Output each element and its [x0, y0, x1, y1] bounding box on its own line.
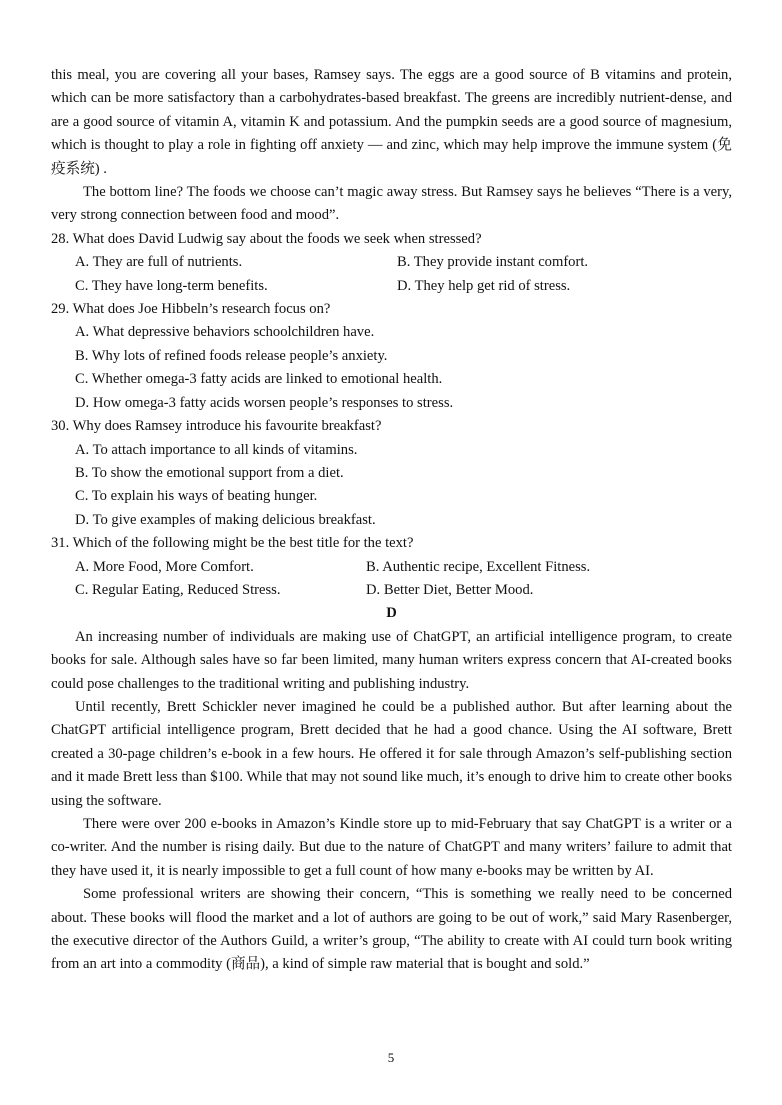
option-b[interactable]: B. To show the emotional support from a diet.: [75, 464, 344, 481]
option-a[interactable]: A. They are full of nutrients.: [75, 254, 243, 271]
passage-c-paragraph: The bottom line? The foods we choose can’t magic away stress. But Ramsey says he believes “There is a very, very strong connection between food and mood”.: [51, 184, 732, 224]
option-c[interactable]: C. To explain his ways of beating hunger.: [75, 488, 318, 505]
option-a[interactable]: A. To attach importance to all kinds of vitamins.: [75, 441, 358, 458]
option-d[interactable]: D. How omega-3 fatty acids worsen people’s responses to stress.: [75, 394, 454, 411]
option-b[interactable]: B. Why lots of refined foods release people’s anxiety.: [75, 347, 388, 364]
option-b[interactable]: B. Authentic recipe, Excellent Fitness.: [366, 558, 591, 575]
section-d-paragraph: Until recently, Brett Schickler never imagined he could be a published author. But after learning about the ChatGPT artificial intelligence program, Brett decided that he had a good chance. Using the AI software, Brett created a 30-page children’s e-book in a few hours. He offered it for sale through Amazon’s self-publishing section and it made Brett less than $100. While that may not sound like much, it’s enough to drive him to create other books using the software.: [51, 698, 732, 809]
section-d-paragraph: An increasing number of individuals are making use of ChatGPT, an artificial intelligence program, to create books for sale. Although sales have so far been limited, many human writers express concern that AI-created books could pose challenges to the traditional writing and publishing industry.: [51, 628, 732, 692]
option-a[interactable]: A. More Food, More Comfort.: [75, 558, 254, 575]
question-31: [51, 532, 732, 602]
question-stem: 31. Which of the following might be the best title for the text?: [51, 535, 414, 552]
question-stem: 30. Why does Ramsey introduce his favourite breakfast?: [51, 418, 382, 435]
question-29: [51, 298, 732, 415]
page-number: 5: [387, 1050, 395, 1065]
section-d-paragraph: Some professional writers are showing their concern, “This is something we really need to be concerned about. These books will flood the market and a lot of authors are going to be out of work,” said Mary Rasenberger, the executive director of the Authors Guild, a writer’s group, “The ability to create with AI could turn book writing from an art into a commodity (商品), a kind of simple raw material that is bought and sold.”: [51, 886, 732, 973]
question-stem: 28. What does David Ludwig say about the foods we seek when stressed?: [51, 230, 482, 247]
option-d[interactable]: D. To give examples of making delicious breakfast.: [75, 511, 376, 528]
option-a[interactable]: A. What depressive behaviors schoolchildren have.: [75, 324, 375, 341]
section-d-heading: D: [386, 605, 397, 622]
option-d[interactable]: D. They help get rid of stress.: [397, 277, 571, 294]
question-stem: 29. What does Joe Hibbeln’s research focus on?: [51, 301, 331, 318]
passage-c-tail: [51, 64, 732, 977]
question-28: [51, 228, 732, 298]
question-30: [51, 415, 732, 532]
option-d[interactable]: D. Better Diet, Better Mood.: [366, 581, 534, 598]
passage-c-paragraph: this meal, you are covering all your bases, Ramsey says. The eggs are a good source of B vitamins and protein, which can be more satisfactory than a carbohydrates-based breakfast. The greens are incredibly nutrient-dense, and are a good source of vitamin A, vitamin K and potassium. And the pumpkin seeds are a good source of magnesium, which is thought to play a role in fighting off anxiety — and zinc, which may help improve the immune system (免疫系统) .: [51, 67, 732, 177]
option-b[interactable]: B. They provide instant comfort.: [397, 254, 589, 271]
section-d-paragraph: There were over 200 e-books in Amazon’s Kindle store up to mid-February that say ChatGPT is a writer or a co-writer. And the number is rising daily. But due to the nature of ChatGPT and many writers’ failure to admit that they have used it, it is nearly impossible to get a full count of how many e-books may be written by AI.: [51, 816, 732, 879]
option-c[interactable]: C. Whether omega-3 fatty acids are linked to emotional health.: [75, 371, 443, 388]
option-c[interactable]: C. Regular Eating, Reduced Stress.: [75, 581, 281, 598]
option-c[interactable]: C. They have long-term benefits.: [75, 277, 268, 294]
